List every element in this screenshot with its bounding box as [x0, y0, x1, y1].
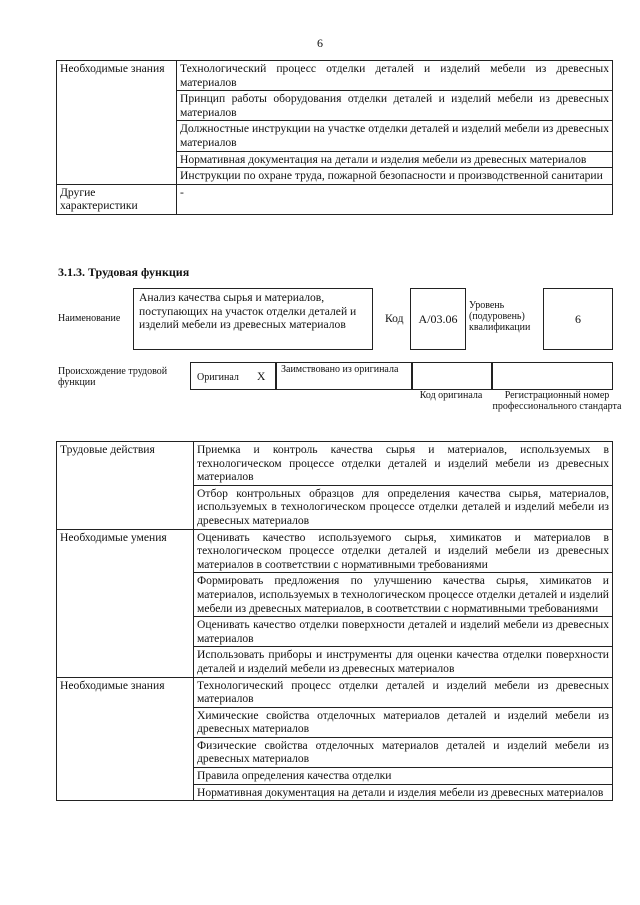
- page-number: 6: [317, 36, 323, 50]
- table-cell: Физические свойства отделочных материалов деталей и изделий мебели из древесных материалов: [194, 737, 613, 767]
- table-row: [57, 184, 613, 214]
- row-label: Другие характеристики: [57, 184, 177, 214]
- origin-label: Происхождение трудовой функции: [58, 366, 168, 388]
- code-box: [410, 288, 466, 350]
- level-box: [543, 288, 613, 350]
- borrowed-label: Заимствовано из оригинала: [281, 364, 399, 375]
- reg-number-caption: Регистрационный номер профессионального стандарта: [492, 390, 622, 412]
- name-box: [133, 288, 373, 350]
- knowledge-table-top: [56, 60, 613, 215]
- table-cell: Отбор контрольных образцов для определения качества сырья, материалов, используемых в технологическом процессе отделки деталей и изделий мебели из древесных материалов: [194, 485, 613, 529]
- code-original-caption: Код оригинала: [419, 390, 483, 401]
- table-row: [57, 529, 613, 573]
- table-cell: Должностные инструкции на участке отделки деталей и изделий мебели из древесных материалов: [177, 121, 613, 151]
- original-label: Оригинал: [197, 372, 239, 383]
- code-value: А/03.06: [418, 311, 458, 326]
- code-original-cell: [412, 362, 492, 390]
- table-row: [57, 677, 613, 707]
- table-cell: Использовать приборы и инструменты для оценки качества отделки поверхности деталей и изделий мебели из древесных материалов: [194, 647, 613, 677]
- table-cell: Инструкции по охране труда, пожарной безопасности и производственной санитарии: [177, 168, 613, 185]
- table-cell: Химические свойства отделочных материалов деталей и изделий мебели из древесных материалов: [194, 707, 613, 737]
- table-cell: Правила определения качества отделки: [194, 768, 613, 785]
- table-cell: Технологический процесс отделки деталей и изделий мебели из древесных материалов: [194, 677, 613, 707]
- table-cell: Принцип работы оборудования отделки деталей и изделий мебели из древесных материалов: [177, 91, 613, 121]
- table-cell: Формировать предложения по улучшению качества сырья, химикатов и материалов, используемых в технологическом процессе отделки деталей и изделий мебели из древесных материалов, в соответствии с нормативными требованиями: [194, 573, 613, 617]
- row-label: Необходимые знания: [57, 677, 194, 801]
- section-title: 3.1.3. Трудовая функция: [58, 265, 190, 279]
- function-details-table: [56, 441, 613, 801]
- table-row: [57, 442, 613, 486]
- borrowed-cell: [276, 362, 412, 390]
- name-label: Наименование: [58, 313, 121, 324]
- row-label: Трудовые действия: [57, 442, 194, 530]
- table-cell: Приемка и контроль качества сырья и материалов, используемых в технологическом процессе отделки деталей и изделий мебели из древесных материалов: [194, 442, 613, 486]
- table-row: [57, 61, 613, 91]
- row-label: Необходимые умения: [57, 529, 194, 677]
- level-label: Уровень (подуровень) квалификации: [469, 300, 531, 333]
- table-cell: Оценивать качество отделки поверхности деталей и изделий мебели из древесных материалов: [194, 617, 613, 647]
- table-cell: -: [177, 184, 613, 214]
- reg-number-cell: [492, 362, 613, 390]
- name-value: Анализ качества сырья и материалов, поступающих на участок отделки деталей и изделий мебели из древесных материалов: [139, 291, 357, 332]
- code-label: Код: [385, 312, 404, 325]
- table-cell: Нормативная документация на детали и изделия мебели из древесных материалов: [177, 151, 613, 168]
- table-cell: Оценивать качество используемого сырья, химикатов и материалов в технологическом процессе отделки деталей и изделий мебели из древесных материалов в соответствии с нормативными требованиями: [194, 529, 613, 573]
- table-cell: Нормативная документация на детали и изделия мебели из древесных материалов: [194, 784, 613, 801]
- level-value: 6: [575, 311, 581, 326]
- row-label: Необходимые знания: [57, 61, 177, 185]
- original-cell: [190, 362, 276, 390]
- original-mark: X: [257, 370, 266, 383]
- table-cell: Технологический процесс отделки деталей и изделий мебели из древесных материалов: [177, 61, 613, 91]
